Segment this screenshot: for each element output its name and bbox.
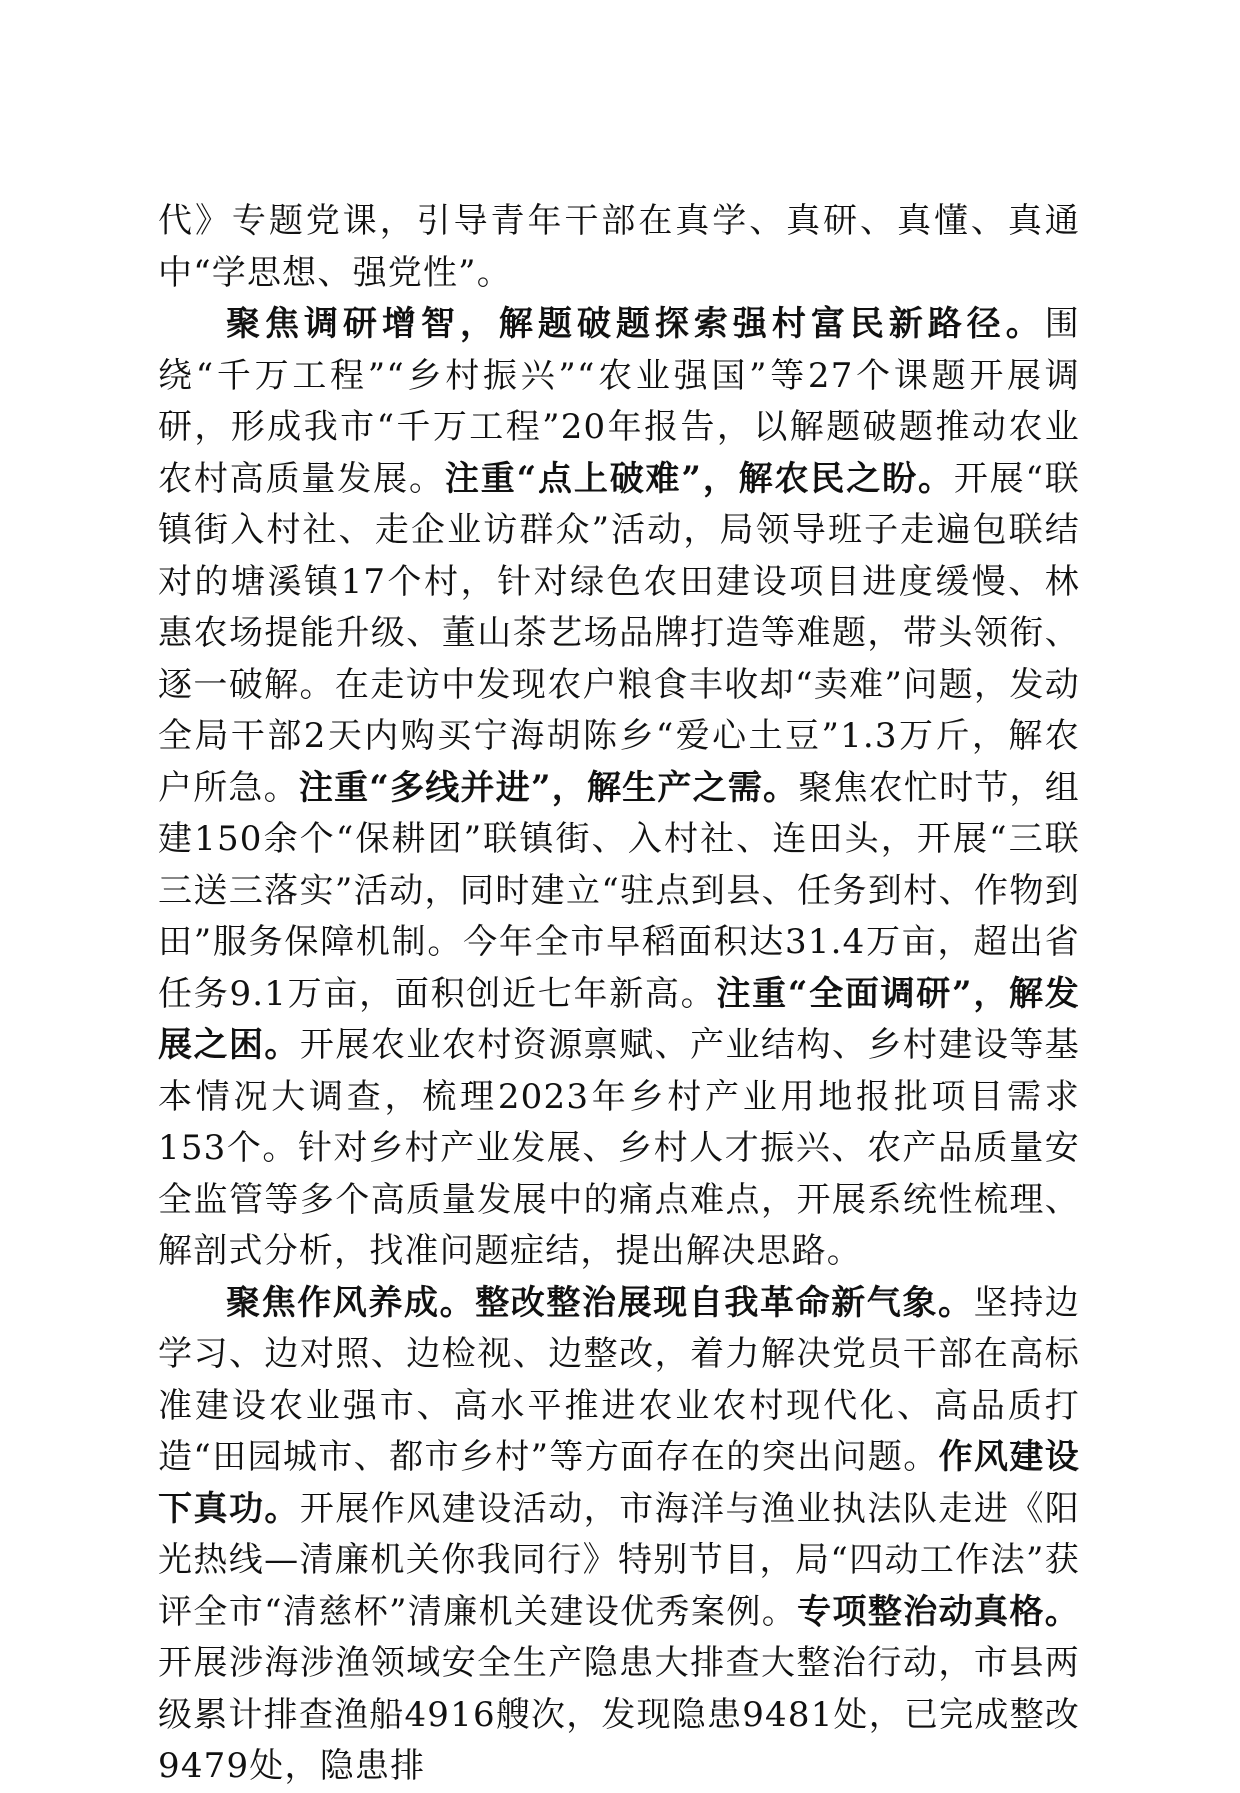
sub-heading: 注重“多线并进”，解生产之需。 (298, 767, 799, 808)
sub-heading: 作风建设下真功。 (158, 1437, 1080, 1529)
text-run: 开展作风建设活动，市海洋与渔业执法队走进《阳光热线—清廉机关你我同行》特别节目，局“四动工作法”获评全市“清慈杯”清廉机关建设优秀案例。 (158, 1488, 1080, 1632)
text-run: 代》专题党课，引导青年干部在真学、真研、真懂、真通中“学思想、强党性”。 (158, 201, 1080, 293)
sub-heading: 专项整治动真格。 (797, 1591, 1080, 1632)
paragraph-1 (158, 196, 1080, 299)
text-run: 开展农业农村资源禀赋、产业结构、乡村建设等基本情况大调查，梳理2023年乡村产业用地报批项目需求153个。针对乡村产业发展、乡村人才振兴、农产品质量安全监管等多个高质量发展中的痛点难点，开展系统性梳理、解剖式分析，找准问题症结，提出解决思路。 (158, 1025, 1080, 1271)
sub-heading: 注重“全面调研”，解发展之困。 (158, 973, 1080, 1065)
section-heading: 聚焦作风养成。整改整治展现自我革命新气象。 (226, 1282, 974, 1323)
paragraph-3 (158, 1278, 1080, 1793)
text-run: 开展涉海涉渔领域安全生产隐患大排查大整治行动，市县两级累计排查渔船4916艘次，发现隐患9481处，已完成整改9479处，隐患排 (158, 1643, 1080, 1786)
text-run: 围绕“千万工程”“乡村振兴”“农业强国”等27个课题开展调研，形成我市“千万工程”20年报告，以解题破题推动农业农村高质量发展。 (158, 304, 1080, 499)
paragraph-2 (158, 299, 1080, 1278)
text-run: 坚持边学习、边对照、边检视、边整改，着力解决党员干部在高标准建设农业强市、高水平推进农业农村现代化、高品质打造“田园城市、都市乡村”等方面存在的突出问题。 (158, 1282, 1080, 1477)
section-heading: 聚焦调研增智，解题破题探索强村富民新路径。 (226, 304, 1045, 344)
sub-heading: 注重“点上破难”，解农民之盼。 (444, 458, 954, 499)
text-run: 聚焦农忙时节，组建150余个“保耕团”联镇街、入村社、连田头，开展“三联三送三落实”活动，同时建立“驻点到县、任务到村、作物到田”服务保障机制。今年全市早稻面积达31.4万亩，超出省任务9.1万亩，面积创近七年新高。 (158, 767, 1080, 1014)
document-page (158, 196, 1080, 1793)
text-run: 开展“联镇街入村社、走企业访群众”活动，局领导班子走遍包联结对的塘溪镇17个村，针对绿色农田建设项目进度缓慢、林惠农场提能升级、董山茶艺场品牌打造等难题，带头领衔、逐一破解。在走访中发现农户粮食丰收却“卖难”问题，发动全局干部2天内购买宁海胡陈乡“爱心土豆”1.3万斤，解农户所急。 (158, 458, 1080, 808)
